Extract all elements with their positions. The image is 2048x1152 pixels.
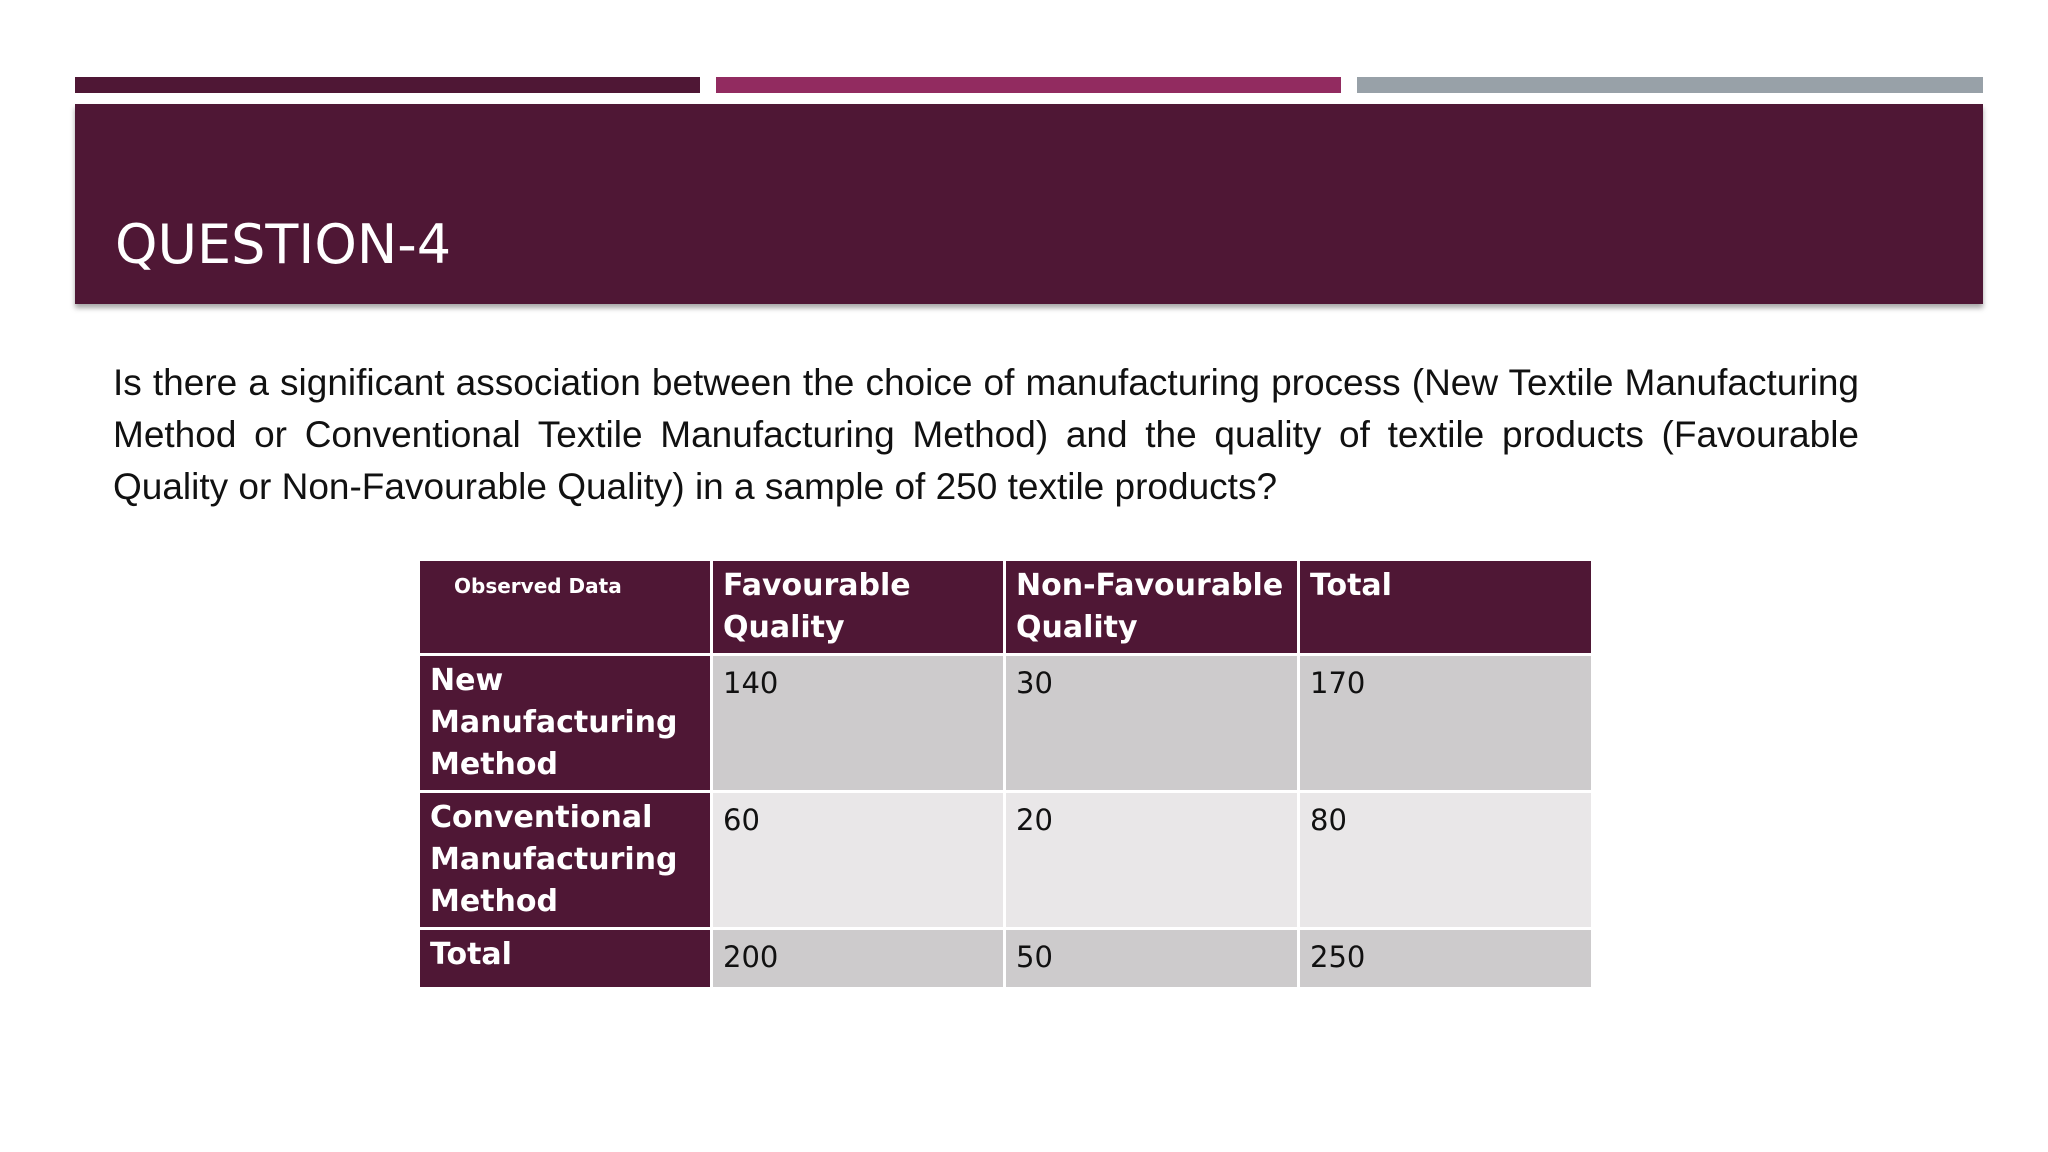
accent-bar-gray — [1357, 77, 1983, 93]
table-cell: 30 — [1005, 655, 1299, 792]
accent-bar-magenta — [716, 77, 1341, 93]
table-cell: 60 — [712, 792, 1005, 929]
table-corner-label: Observed Data — [419, 560, 712, 655]
table-cell: 20 — [1005, 792, 1299, 929]
column-header: Total — [1299, 560, 1593, 655]
table-header-row — [419, 560, 1593, 655]
observed-data-table — [417, 558, 1594, 990]
table-cell: 80 — [1299, 792, 1593, 929]
table-cell: 200 — [712, 929, 1005, 989]
table-cell: 250 — [1299, 929, 1593, 989]
row-header: New Manufacturing Method — [419, 655, 712, 792]
column-header: Non-Favourable Quality — [1005, 560, 1299, 655]
table-row — [419, 792, 1593, 929]
table-row — [419, 655, 1593, 792]
table-cell: 50 — [1005, 929, 1299, 989]
slide-title: QUESTION-4 — [115, 213, 452, 276]
table-cell: 140 — [712, 655, 1005, 792]
column-header: Favourable Quality — [712, 560, 1005, 655]
table-cell: 170 — [1299, 655, 1593, 792]
row-header: Conventional Manufacturing Method — [419, 792, 712, 929]
question-text: Is there a significant association between the choice of manufacturing process (New Textile Manufacturing Method or Conventional Textile Manufacturing Method) and the quality of textile products (Favourable Quality or Non-Favourable Quality) in a sample of 250 textile products? — [113, 362, 1859, 507]
row-header: Total — [419, 929, 712, 989]
accent-bar-dark — [75, 77, 700, 93]
table-row-total — [419, 929, 1593, 989]
title-band — [75, 104, 1983, 304]
